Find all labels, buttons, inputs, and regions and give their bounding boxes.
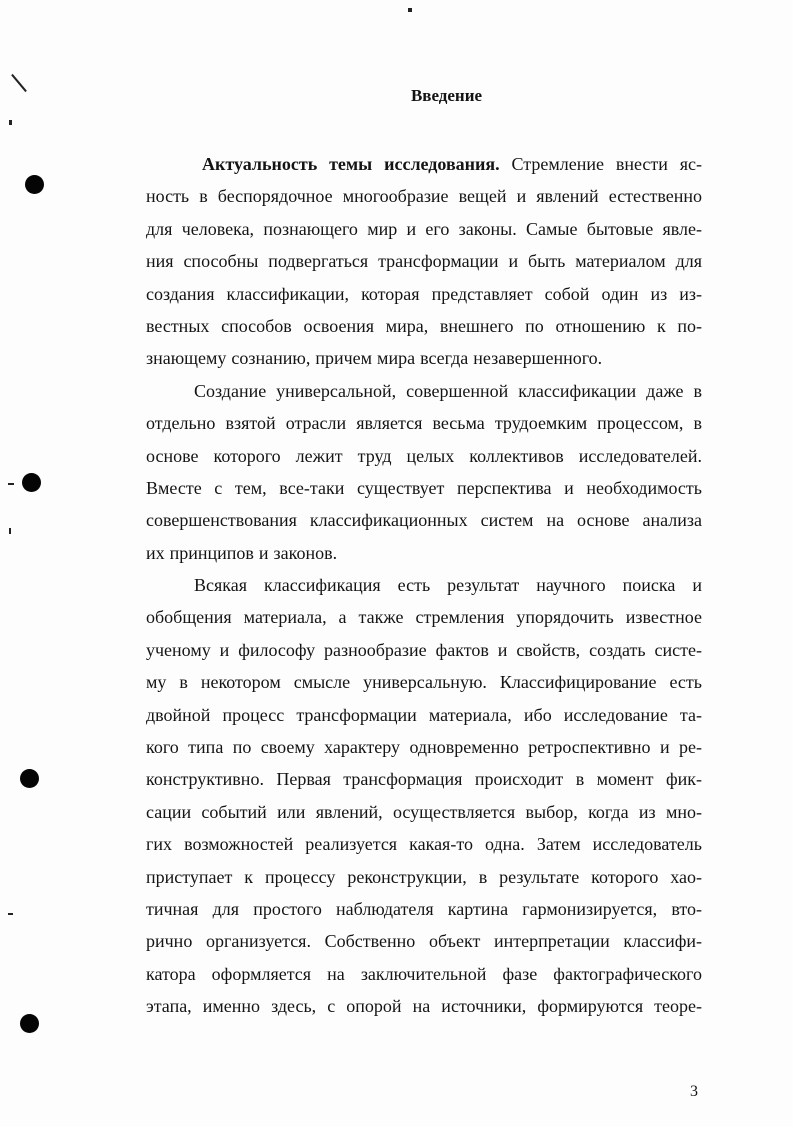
paragraph-3-line: тичная для простого наблюдателя картина гармонизируется, вто- [146, 898, 702, 919]
paragraph-3-line: Всякая классификация есть результат научного поиска и [194, 575, 702, 596]
paragraph-3-line: обобщения материала, а также стремления упорядочить известное [146, 607, 702, 628]
paragraph-1-line: ность в беспорядочное многообразие вещей и явлений естественно [146, 186, 702, 207]
scan-speck [9, 120, 12, 125]
page-number: 3 [690, 1083, 698, 1100]
paragraph-3-line: катора оформляется на заключительной фазе фактографического [146, 963, 702, 984]
paragraph-1-line: создания классификации, которая представляет собой один из из- [146, 283, 702, 304]
punch-hole-4 [20, 1014, 39, 1033]
paragraph-3-line: сации событий или явлений, осуществляется выбор, когда из мно- [146, 801, 702, 822]
paragraph-2-line: отдельно взятой отрасли является весьма трудоемким процессом, в [146, 413, 702, 434]
scan-speck [408, 8, 412, 12]
punch-hole-3 [20, 769, 39, 788]
paragraph-2-line: совершенствования классификационных систем на основе анализа [146, 510, 702, 531]
scan-speck [8, 483, 14, 485]
paragraph-1-line: для человека, познающего мир и его законы. Самые бытовые явле- [146, 218, 702, 239]
paragraph-2-line: основе которого лежит труд целых коллективов исследователей. [146, 445, 702, 466]
paragraph-1-line: ния способны подвергаться трансформации и быть материалом для [146, 251, 702, 272]
paragraph-3-line: ученому и философу разнообразие фактов и свойств, создать систе- [146, 639, 702, 660]
paragraph-3-line: гих возможностей реализуется какая-то одна. Затем исследователь [146, 834, 702, 855]
paragraph-2-line: Создание универсальной, совершенной классификации даже в [194, 380, 702, 401]
paragraph-3-line: кого типа по своему характеру одновременно ретроспективно и ре- [146, 737, 702, 758]
paragraph-1-line-1: Актуальность темы исследования. Стремление внести яс- [202, 154, 703, 174]
paragraph-1-line: вестных способов освоения мира, внешнего по отношению к по- [146, 315, 702, 336]
paragraph-3-line: приступает к процессу реконструкции, в результате которого хао- [146, 866, 702, 887]
paragraph-3-line: рично организуется. Собственно объект интерпретации классифи- [146, 931, 702, 952]
scan-speck [9, 528, 11, 534]
paragraph-2-line: Вместе с тем, все-таки существует перспектива и необходимость [146, 477, 702, 498]
paragraph-3-line: конструктивно. Первая трансформация происходит в момент фик- [146, 769, 702, 790]
scan-speck [8, 913, 13, 915]
paragraph-3-line: двойной процесс трансформации материала, ибо исследование та- [146, 704, 702, 725]
paragraph-3-line: этапа, именно здесь, с опорой на источники, формируются теоре- [146, 996, 702, 1017]
paragraph-1-line: знающему сознанию, причем мира всегда незавершенного. [146, 348, 603, 369]
body-text [146, 148, 702, 1023]
lead-phrase: Актуальность темы исследования. [202, 154, 500, 174]
paragraph-2-line: их принципов и законов. [146, 542, 338, 563]
paragraph-3-line: му в некотором смысле универсальную. Классифицирование есть [146, 672, 702, 693]
section-title: Введение [410, 86, 483, 105]
punch-hole-2 [22, 473, 41, 492]
punch-hole-1 [25, 175, 44, 194]
